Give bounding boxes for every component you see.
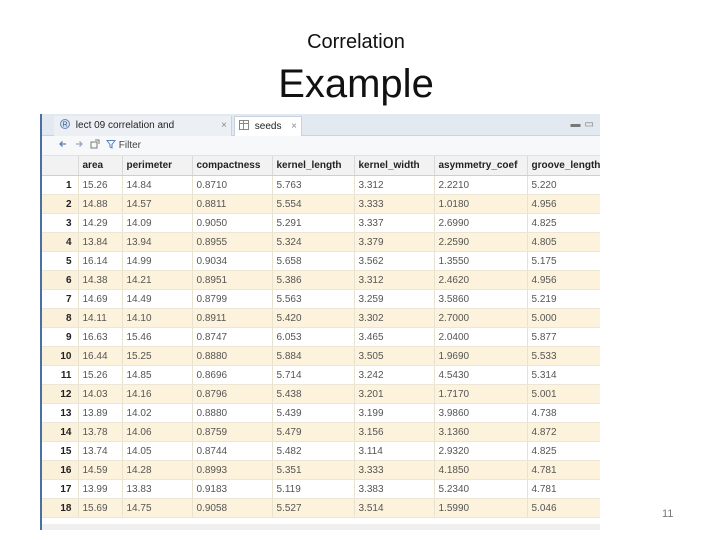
table-cell[interactable]: 5.533: [527, 347, 600, 366]
table-cell[interactable]: 1.3550: [434, 252, 527, 271]
table-cell[interactable]: 15.46: [122, 328, 192, 347]
table-row: [42, 309, 600, 328]
row-number: 8: [42, 309, 78, 328]
table-cell[interactable]: 5.000: [527, 309, 600, 328]
table-cell[interactable]: 13.78: [78, 423, 122, 442]
table-cell[interactable]: 0.8696: [192, 366, 272, 385]
row-number: 15: [42, 442, 78, 461]
table-cell[interactable]: 16.63: [78, 328, 122, 347]
data-viewer-panel: [40, 114, 600, 530]
table-cell[interactable]: 5.554: [272, 195, 354, 214]
table-cell[interactable]: 5.658: [272, 252, 354, 271]
row-number: 10: [42, 347, 78, 366]
column-header-perimeter[interactable]: perimeter: [122, 156, 192, 176]
table-row: [42, 214, 600, 233]
table-cell[interactable]: 3.199: [354, 404, 434, 423]
table-cell[interactable]: 3.5860: [434, 290, 527, 309]
table-cell[interactable]: 14.28: [122, 461, 192, 480]
table-cell[interactable]: 3.114: [354, 442, 434, 461]
table-cell[interactable]: 14.05: [122, 442, 192, 461]
table-cell[interactable]: 2.4620: [434, 271, 527, 290]
popout-icon[interactable]: [88, 139, 102, 153]
table-cell[interactable]: 4.1850: [434, 461, 527, 480]
tab-script[interactable]: [54, 116, 232, 136]
table-row: [42, 347, 600, 366]
table-cell[interactable]: 5.386: [272, 271, 354, 290]
back-arrow-icon[interactable]: [56, 139, 70, 153]
table-cell[interactable]: 0.9058: [192, 499, 272, 518]
table-cell[interactable]: 4.872: [527, 423, 600, 442]
table-cell[interactable]: 5.2340: [434, 480, 527, 499]
table-cell[interactable]: 15.25: [122, 347, 192, 366]
r-script-icon: [60, 117, 70, 127]
row-number-header: [42, 156, 78, 176]
table-cell[interactable]: 3.259: [354, 290, 434, 309]
table-cell[interactable]: 4.825: [527, 214, 600, 233]
table-cell[interactable]: 2.9320: [434, 442, 527, 461]
svg-text:R: R: [62, 121, 68, 129]
table-cell[interactable]: 2.2210: [434, 176, 527, 195]
tab-seeds[interactable]: [234, 116, 302, 136]
table-cell[interactable]: 14.11: [78, 309, 122, 328]
table-cell[interactable]: 14.21: [122, 271, 192, 290]
table-row: [42, 385, 600, 404]
table-cell[interactable]: 14.59: [78, 461, 122, 480]
table-cell[interactable]: 0.8744: [192, 442, 272, 461]
filter-icon: [106, 140, 119, 151]
table-cell[interactable]: 4.5430: [434, 366, 527, 385]
table-cell[interactable]: 0.8880: [192, 347, 272, 366]
table-cell[interactable]: 5.420: [272, 309, 354, 328]
table-cell[interactable]: 0.8955: [192, 233, 272, 252]
slide-subtitle: Correlation: [307, 31, 405, 53]
table-cell[interactable]: 3.1360: [434, 423, 527, 442]
table-row: [42, 480, 600, 499]
table-cell[interactable]: 3.383: [354, 480, 434, 499]
filter-label: Filter: [118, 140, 142, 151]
table-cell[interactable]: 1.9690: [434, 347, 527, 366]
column-header-asymmetry-coef[interactable]: asymmetry_coef: [434, 156, 527, 176]
table-cell[interactable]: 0.8799: [192, 290, 272, 309]
row-number: 12: [42, 385, 78, 404]
table-cell[interactable]: 4.825: [527, 442, 600, 461]
table-cell[interactable]: 0.8911: [192, 309, 272, 328]
slide-title: Example: [278, 62, 434, 106]
table-cell[interactable]: 5.314: [527, 366, 600, 385]
table-cell[interactable]: 5.884: [272, 347, 354, 366]
table-cell[interactable]: 1.0180: [434, 195, 527, 214]
row-number: 1: [42, 176, 78, 195]
table-cell[interactable]: 0.8880: [192, 404, 272, 423]
row-number: 14: [42, 423, 78, 442]
page-number: 11: [662, 508, 674, 520]
table-cell[interactable]: 0.8796: [192, 385, 272, 404]
table-cell[interactable]: 5.714: [272, 366, 354, 385]
table-cell[interactable]: 5.046: [527, 499, 600, 518]
table-cell[interactable]: 5.763: [272, 176, 354, 195]
table-cell[interactable]: 5.001: [527, 385, 600, 404]
table-cell[interactable]: 13.94: [122, 233, 192, 252]
table-row: [42, 366, 600, 385]
window-controls: [571, 119, 598, 130]
table-cell[interactable]: 5.220: [527, 176, 600, 195]
table-cell[interactable]: 4.781: [527, 461, 600, 480]
minimize-icon[interactable]: ▬: [570, 119, 585, 130]
column-header-kernel-length[interactable]: kernel_length: [272, 156, 354, 176]
editor-tabbar: [42, 114, 600, 136]
table-cell[interactable]: 2.0400: [434, 328, 527, 347]
table-cell[interactable]: 0.8759: [192, 423, 272, 442]
table-body: [42, 176, 600, 518]
table-row: [42, 290, 600, 309]
table-cell[interactable]: 0.8710: [192, 176, 272, 195]
row-number: 18: [42, 499, 78, 518]
horizontal-scrollbar[interactable]: [42, 524, 600, 530]
table-cell[interactable]: 14.03: [78, 385, 122, 404]
filter-button[interactable]: [106, 139, 141, 153]
row-number: 11: [42, 366, 78, 385]
table-cell[interactable]: 13.84: [78, 233, 122, 252]
table-cell[interactable]: 5.527: [272, 499, 354, 518]
table-cell[interactable]: 4.805: [527, 233, 600, 252]
table-cell[interactable]: 6.053: [272, 328, 354, 347]
close-icon[interactable]: ×: [291, 121, 297, 132]
tab-seeds-label: seeds: [254, 121, 282, 132]
table-cell[interactable]: 2.2590: [434, 233, 527, 252]
table-cell[interactable]: 0.9050: [192, 214, 272, 233]
forward-arrow-icon[interactable]: [72, 139, 86, 153]
table-icon: [239, 118, 249, 128]
table-cell[interactable]: 3.201: [354, 385, 434, 404]
table-cell[interactable]: 13.99: [78, 480, 122, 499]
table-cell[interactable]: 3.302: [354, 309, 434, 328]
table-row: [42, 423, 600, 442]
table-cell[interactable]: 14.06: [122, 423, 192, 442]
maximize-icon[interactable]: ▭: [584, 119, 598, 130]
table-cell[interactable]: 0.8747: [192, 328, 272, 347]
table-cell[interactable]: 5.479: [272, 423, 354, 442]
table-cell[interactable]: 14.09: [122, 214, 192, 233]
table-cell[interactable]: 5.482: [272, 442, 354, 461]
row-number: 5: [42, 252, 78, 271]
table-cell[interactable]: 5.439: [272, 404, 354, 423]
table-cell[interactable]: 5.563: [272, 290, 354, 309]
table-cell[interactable]: 14.84: [122, 176, 192, 195]
table-cell[interactable]: 14.69: [78, 290, 122, 309]
table-cell[interactable]: 14.02: [122, 404, 192, 423]
table-cell[interactable]: 14.88: [78, 195, 122, 214]
table-cell[interactable]: 14.99: [122, 252, 192, 271]
table-cell[interactable]: 15.26: [78, 366, 122, 385]
table-cell[interactable]: 14.10: [122, 309, 192, 328]
table-row: [42, 271, 600, 290]
table-cell[interactable]: 14.29: [78, 214, 122, 233]
table-cell[interactable]: 0.8993: [192, 461, 272, 480]
table-cell[interactable]: 3.9860: [434, 404, 527, 423]
table-cell[interactable]: 0.9034: [192, 252, 272, 271]
table-cell[interactable]: 13.89: [78, 404, 122, 423]
table-cell[interactable]: 4.781: [527, 480, 600, 499]
row-number: 17: [42, 480, 78, 499]
table-cell[interactable]: 5.291: [272, 214, 354, 233]
table-cell[interactable]: 3.337: [354, 214, 434, 233]
table-cell[interactable]: 5.119: [272, 480, 354, 499]
table-cell[interactable]: 0.8811: [192, 195, 272, 214]
table-row: [42, 195, 600, 214]
viewer-toolbar: [42, 136, 600, 156]
table-cell[interactable]: 14.85: [122, 366, 192, 385]
table-row: [42, 461, 600, 480]
table-cell[interactable]: 14.16: [122, 385, 192, 404]
table-cell[interactable]: 0.9183: [192, 480, 272, 499]
row-number: 13: [42, 404, 78, 423]
table-cell[interactable]: 14.38: [78, 271, 122, 290]
table-cell[interactable]: 3.242: [354, 366, 434, 385]
table-cell[interactable]: 4.738: [527, 404, 600, 423]
table-cell[interactable]: 13.83: [122, 480, 192, 499]
seeds-table: [42, 156, 600, 518]
table-row: [42, 233, 600, 252]
table-cell[interactable]: 0.8951: [192, 271, 272, 290]
row-number: 3: [42, 214, 78, 233]
table-cell[interactable]: 1.7170: [434, 385, 527, 404]
table-cell[interactable]: 5.324: [272, 233, 354, 252]
table-cell[interactable]: 3.312: [354, 176, 434, 195]
table-cell[interactable]: 3.514: [354, 499, 434, 518]
table-row: [42, 404, 600, 423]
table-cell[interactable]: 5.438: [272, 385, 354, 404]
table-cell[interactable]: 3.156: [354, 423, 434, 442]
table-row: [42, 252, 600, 271]
table-cell[interactable]: 16.44: [78, 347, 122, 366]
table-cell[interactable]: 15.26: [78, 176, 122, 195]
table-cell[interactable]: 3.465: [354, 328, 434, 347]
column-header-compactness[interactable]: compactness: [192, 156, 272, 176]
table-cell[interactable]: 14.57: [122, 195, 192, 214]
table-cell[interactable]: 5.351: [272, 461, 354, 480]
tab-script-label: lect 09 correlation and: [75, 120, 175, 131]
table-cell[interactable]: 2.6990: [434, 214, 527, 233]
table-cell[interactable]: 2.7000: [434, 309, 527, 328]
row-number: 6: [42, 271, 78, 290]
table-cell[interactable]: 5.877: [527, 328, 600, 347]
table-cell[interactable]: 4.956: [527, 271, 600, 290]
table-cell[interactable]: 13.74: [78, 442, 122, 461]
close-icon[interactable]: ×: [221, 120, 227, 131]
table-cell[interactable]: 14.49: [122, 290, 192, 309]
row-number: 4: [42, 233, 78, 252]
table-cell[interactable]: 15.69: [78, 499, 122, 518]
table-cell[interactable]: 3.505: [354, 347, 434, 366]
table-cell[interactable]: 16.14: [78, 252, 122, 271]
column-header-area[interactable]: area: [78, 156, 122, 176]
table-cell[interactable]: 3.562: [354, 252, 434, 271]
table-cell[interactable]: 3.379: [354, 233, 434, 252]
table-row: [42, 442, 600, 461]
row-number: 9: [42, 328, 78, 347]
row-number: 2: [42, 195, 78, 214]
table-cell[interactable]: 1.5990: [434, 499, 527, 518]
row-number: 7: [42, 290, 78, 309]
table-cell[interactable]: 3.312: [354, 271, 434, 290]
table-cell[interactable]: 4.956: [527, 195, 600, 214]
table-row: [42, 499, 600, 518]
table-cell[interactable]: 14.75: [122, 499, 192, 518]
table-row: [42, 328, 600, 347]
table-cell[interactable]: 5.175: [527, 252, 600, 271]
table-cell[interactable]: 3.333: [354, 461, 434, 480]
column-header-kernel-width[interactable]: kernel_width: [354, 156, 434, 176]
table-cell[interactable]: 5.219: [527, 290, 600, 309]
data-grid: [42, 156, 600, 518]
table-cell[interactable]: 3.333: [354, 195, 434, 214]
table-row: [42, 176, 600, 195]
column-header-groove-length[interactable]: groove_length: [527, 156, 600, 176]
row-number: 16: [42, 461, 78, 480]
header-row: [42, 156, 600, 176]
